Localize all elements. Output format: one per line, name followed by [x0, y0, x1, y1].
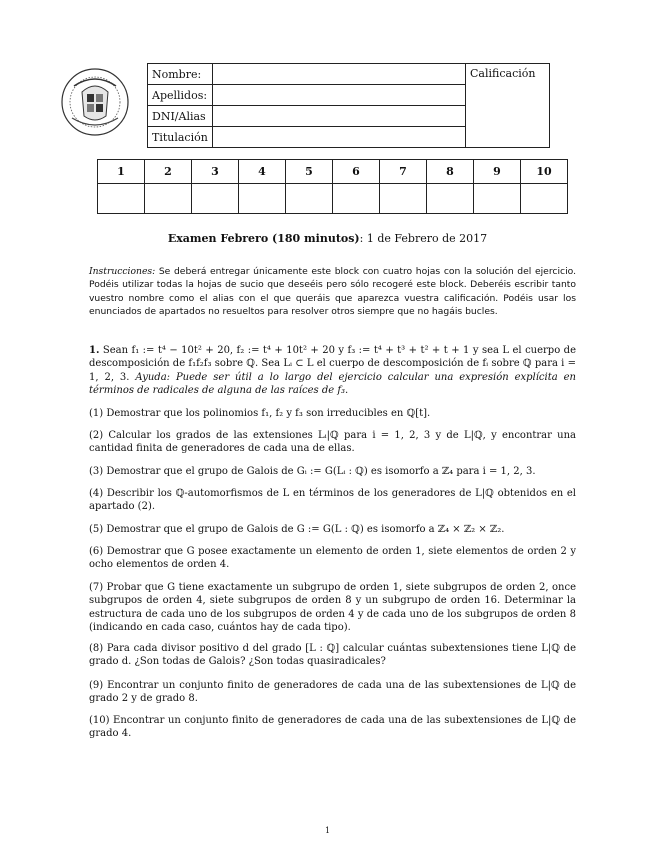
grade-box[interactable]	[466, 64, 550, 148]
degree-field[interactable]	[212, 127, 465, 148]
dni-label: DNI/Alias	[148, 106, 213, 127]
score-cell[interactable]	[427, 184, 474, 214]
name-field[interactable]	[212, 64, 465, 85]
part-2: (2) Calcular los grados de las extensiones Lᵢ|ℚ para i = 1, 2, 3 y de L|ℚ, y encontrar una cantidad finita de generadores de cada una de ellas.	[89, 430, 576, 455]
problem-text: Sean f₁ := t⁴ − 10t² + 20, f₂ := t⁴ + 10t² + 20 y f₃ := t⁴ + t³ + t² + t + 1 y sea L el cuerpo de descomposición de f₁f₂f₃ sobre ℚ. Sea Lᵢ ⊂ L el cuerpo de descomposición de fᵢ sobre ℚ para i = 1, 2, 3.	[89, 345, 576, 383]
dni-field[interactable]	[212, 106, 465, 127]
part-7: (7) Probar que G tiene exactamente un subgrupo de orden 1, siete subgrupos de orden 2, once subgrupos de orden 4, siete subgrupos de orden 8 y un subgrupo de orden 16. Determinar la estructura de cada uno de los subgrupos de orden 4 y de cada uno de los subgrupos de orden 8 (indicando en cada caso, cuántos hay de cada tipo).	[89, 582, 576, 634]
part-3: (3) Demostrar que el grupo de Galois de Gᵢ := G(Lᵢ : ℚ) es isomorfo a ℤ₄ para i = 1, 2, 3.	[89, 466, 536, 477]
exam-title	[0, 232, 655, 245]
surname-label: Apellidos:	[148, 85, 213, 106]
score-cell[interactable]	[286, 184, 333, 214]
score-number: 1	[98, 160, 145, 184]
page-number: 1	[324, 826, 331, 835]
score-cell[interactable]	[145, 184, 192, 214]
score-number: 2	[145, 160, 192, 184]
exam-name: Examen Febrero (180 minutos)	[167, 232, 360, 245]
part-4: (4) Describir los ℚ-automorfismos de L en términos de los generadores de L|ℚ obtenidos en el apartado (2).	[89, 488, 576, 513]
score-number: 3	[192, 160, 239, 184]
score-cell[interactable]	[333, 184, 380, 214]
problem-number: 1.	[89, 345, 100, 356]
score-number: 8	[427, 160, 474, 184]
score-number: 6	[333, 160, 380, 184]
grade-label: Calificación	[470, 67, 536, 80]
part-9: (9) Encontrar un conjunto finito de generadores de cada una de las subextensiones de L|ℚ de grado 2 y de grado 8.	[89, 680, 576, 705]
problem-statement	[89, 344, 576, 398]
score-cell[interactable]	[380, 184, 427, 214]
part-10: (10) Encontrar un conjunto finito de generadores de cada una de las subextensiones de L|ℚ de grado 4.	[89, 715, 576, 740]
score-cell[interactable]	[239, 184, 286, 214]
score-cell[interactable]	[192, 184, 239, 214]
exam-date: : 1 de Febrero de 2017	[359, 232, 488, 245]
score-number: 10	[521, 160, 568, 184]
part-8: (8) Para cada divisor positivo d del grado [L : ℚ] calcular cuántas subextensiones tiene L|ℚ de grado d. ¿Son todas de Galois? ¿Son todas quasiradicales?	[89, 643, 576, 668]
university-crest-logo	[60, 66, 130, 138]
part-6: (6) Demostrar que G posee exactamente un elemento de orden 1, siete elementos de orden 2 y ocho elementos de orden 4.	[89, 546, 576, 571]
score-number: 7	[380, 160, 427, 184]
part-1: (1) Demostrar que los polinomios f₁, f₂ y f₃ son irreducibles en ℚ[t].	[89, 408, 431, 419]
part-5: (5) Demostrar que el grupo de Galois de G := G(L : ℚ) es isomorfo a ℤ₄ × ℤ₂ × ℤ₂.	[89, 524, 505, 535]
instructions-text: Se deberá entregar únicamente este block con cuatro hojas con la solución del ejercicio. Podéis utilizar todas la hojas de sucio que deseéis pero sólo recogeré este block. Deberéis escribir tanto vuestro nombre como el alias con el que queráis que aparezca vuestra calificación. Podéis usar los enunciados de apartados no resueltos para resolver otros siempre que no hagáis bucles.	[89, 266, 576, 318]
score-cell[interactable]	[474, 184, 521, 214]
score-number: 9	[474, 160, 521, 184]
degree-label: Titulación	[148, 127, 213, 148]
score-grid	[97, 159, 568, 214]
score-cell[interactable]	[521, 184, 568, 214]
instructions-label: Instrucciones:	[89, 266, 156, 277]
name-label: Nombre:	[148, 64, 213, 85]
student-info-table	[147, 63, 550, 148]
instructions	[89, 265, 576, 319]
problem-hint: Ayuda: Puede ser útil a lo largo del ejercicio calcular una expresión explícita en términos de radicales de alguna de las raíces de f₃.	[89, 371, 576, 397]
surname-field[interactable]	[212, 85, 465, 106]
score-number: 5	[286, 160, 333, 184]
score-number: 4	[239, 160, 286, 184]
score-cell[interactable]	[98, 184, 145, 214]
